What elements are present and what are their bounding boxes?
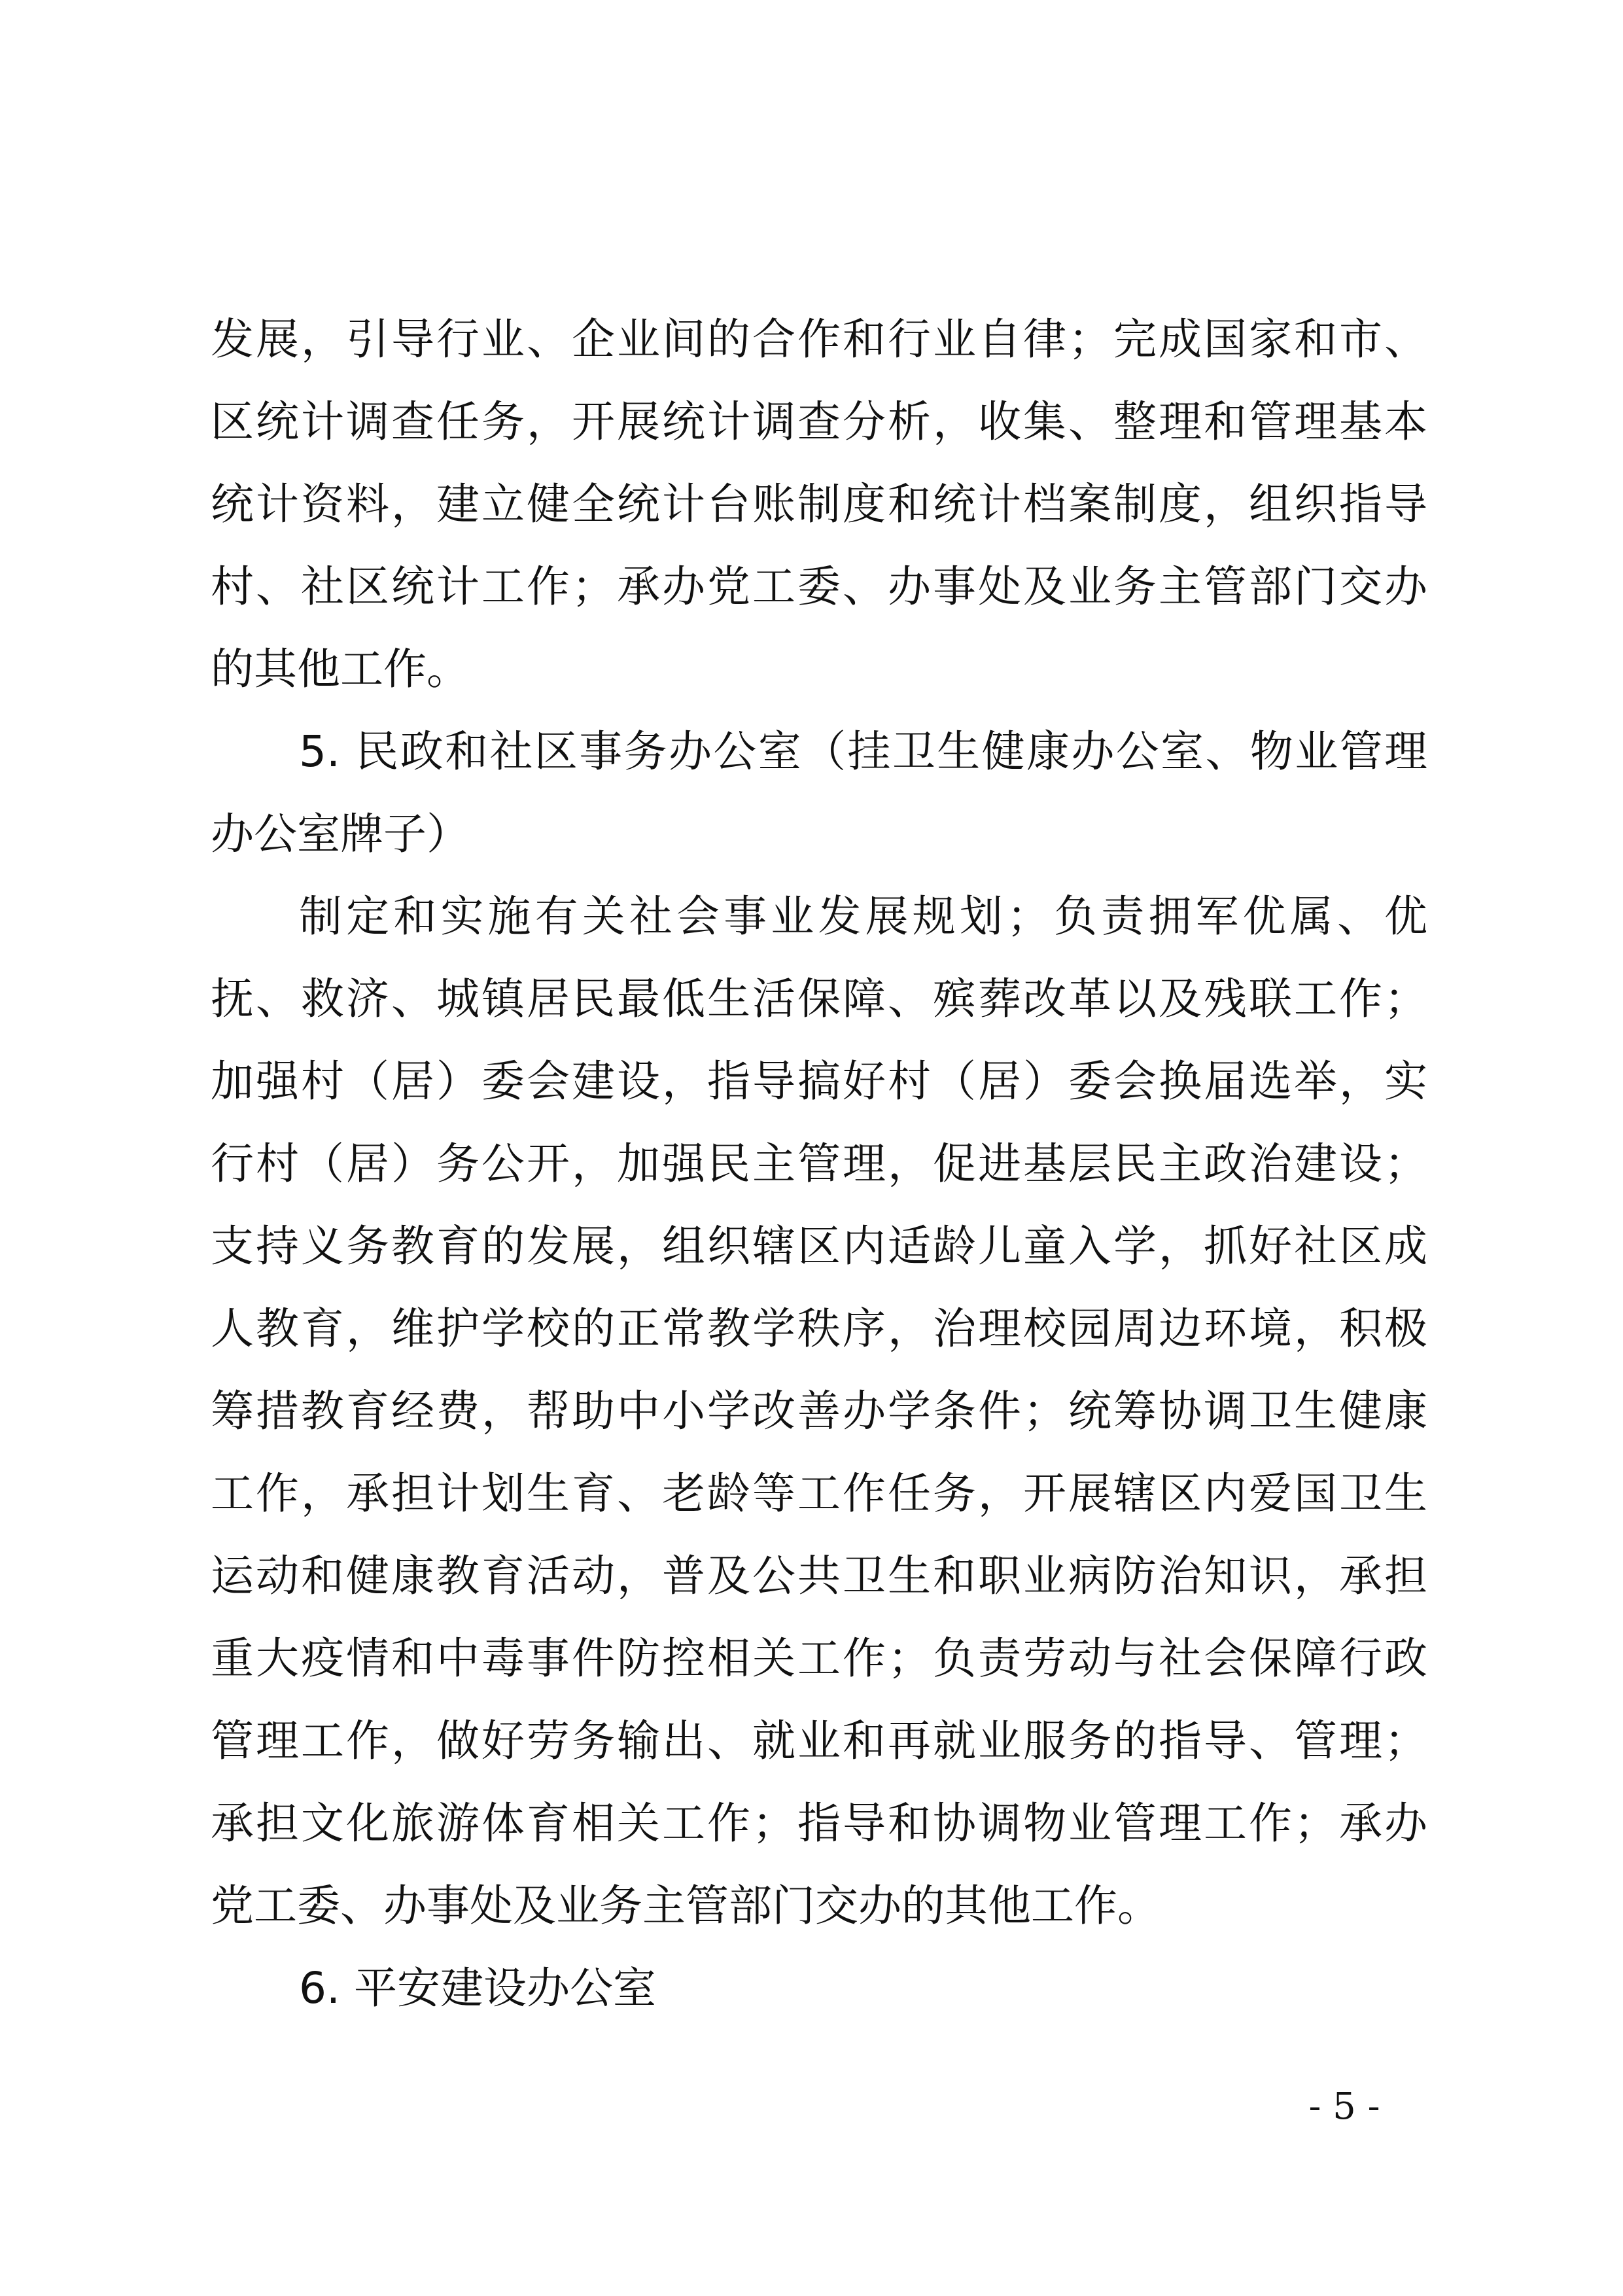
page-number: - 5 - xyxy=(1308,2085,1380,2128)
body-text-line: 党工委、办事处及业务主管部门交办的其他工作。 xyxy=(211,1881,1161,1931)
body-text-line: 的其他工作。 xyxy=(211,644,470,694)
body-text-line: 制定和实施有关社会事业发展规划；负责拥军优属、优 xyxy=(299,891,1427,942)
body-text-line: 村、社区统计工作；承办党工委、办事处及业务主管部门交办 xyxy=(211,561,1427,612)
body-text-line: 管理工作，做好劳务输出、就业和再就业服务的指导、管理； xyxy=(211,1716,1427,1766)
body-text-line: 统计资料，建立健全统计台账制度和统计档案制度，组织指导 xyxy=(211,479,1427,529)
body-text-line: 工作，承担计划生育、老龄等工作任务，开展辖区内爱国卫生 xyxy=(211,1468,1427,1519)
body-text-line: 人教育，维护学校的正常教学秩序，治理校园周边环境，积极 xyxy=(211,1303,1427,1354)
body-text-line: 承担文化旅游体育相关工作；指导和协调物业管理工作；承办 xyxy=(211,1798,1427,1848)
section-heading: 5. 民政和社区事务办公室（挂卫生健康办公室、物业管理 xyxy=(299,726,1427,777)
body-text-line: 区统计调查任务，开展统计调查分析，收集、整理和管理基本 xyxy=(211,397,1427,447)
section-heading-continued: 办公室牌子） xyxy=(211,809,470,859)
body-text-line: 发展，引导行业、企业间的合作和行业自律；完成国家和市、 xyxy=(211,314,1427,364)
body-text-line: 加强村（居）委会建设，指导搞好村（居）委会换届选举，实 xyxy=(211,1056,1427,1106)
body-text-line: 支持义务教育的发展，组织辖区内适龄儿童入学，抓好社区成 xyxy=(211,1221,1427,1271)
body-text-line: 运动和健康教育活动，普及公共卫生和职业病防治知识，承担 xyxy=(211,1551,1427,1601)
body-text-line: 抚、救济、城镇居民最低生活保障、殡葬改革以及残联工作； xyxy=(211,974,1427,1024)
body-text-line: 行村（居）务公开，加强民主管理，促进基层民主政治建设； xyxy=(211,1139,1427,1189)
body-text-line: 筹措教育经费，帮助中小学改善办学条件；统筹协调卫生健康 xyxy=(211,1386,1427,1436)
section-heading: 6. 平安建设办公室 xyxy=(299,1963,656,2013)
body-text-line: 重大疫情和中毒事件防控相关工作；负责劳动与社会保障行政 xyxy=(211,1633,1427,1684)
